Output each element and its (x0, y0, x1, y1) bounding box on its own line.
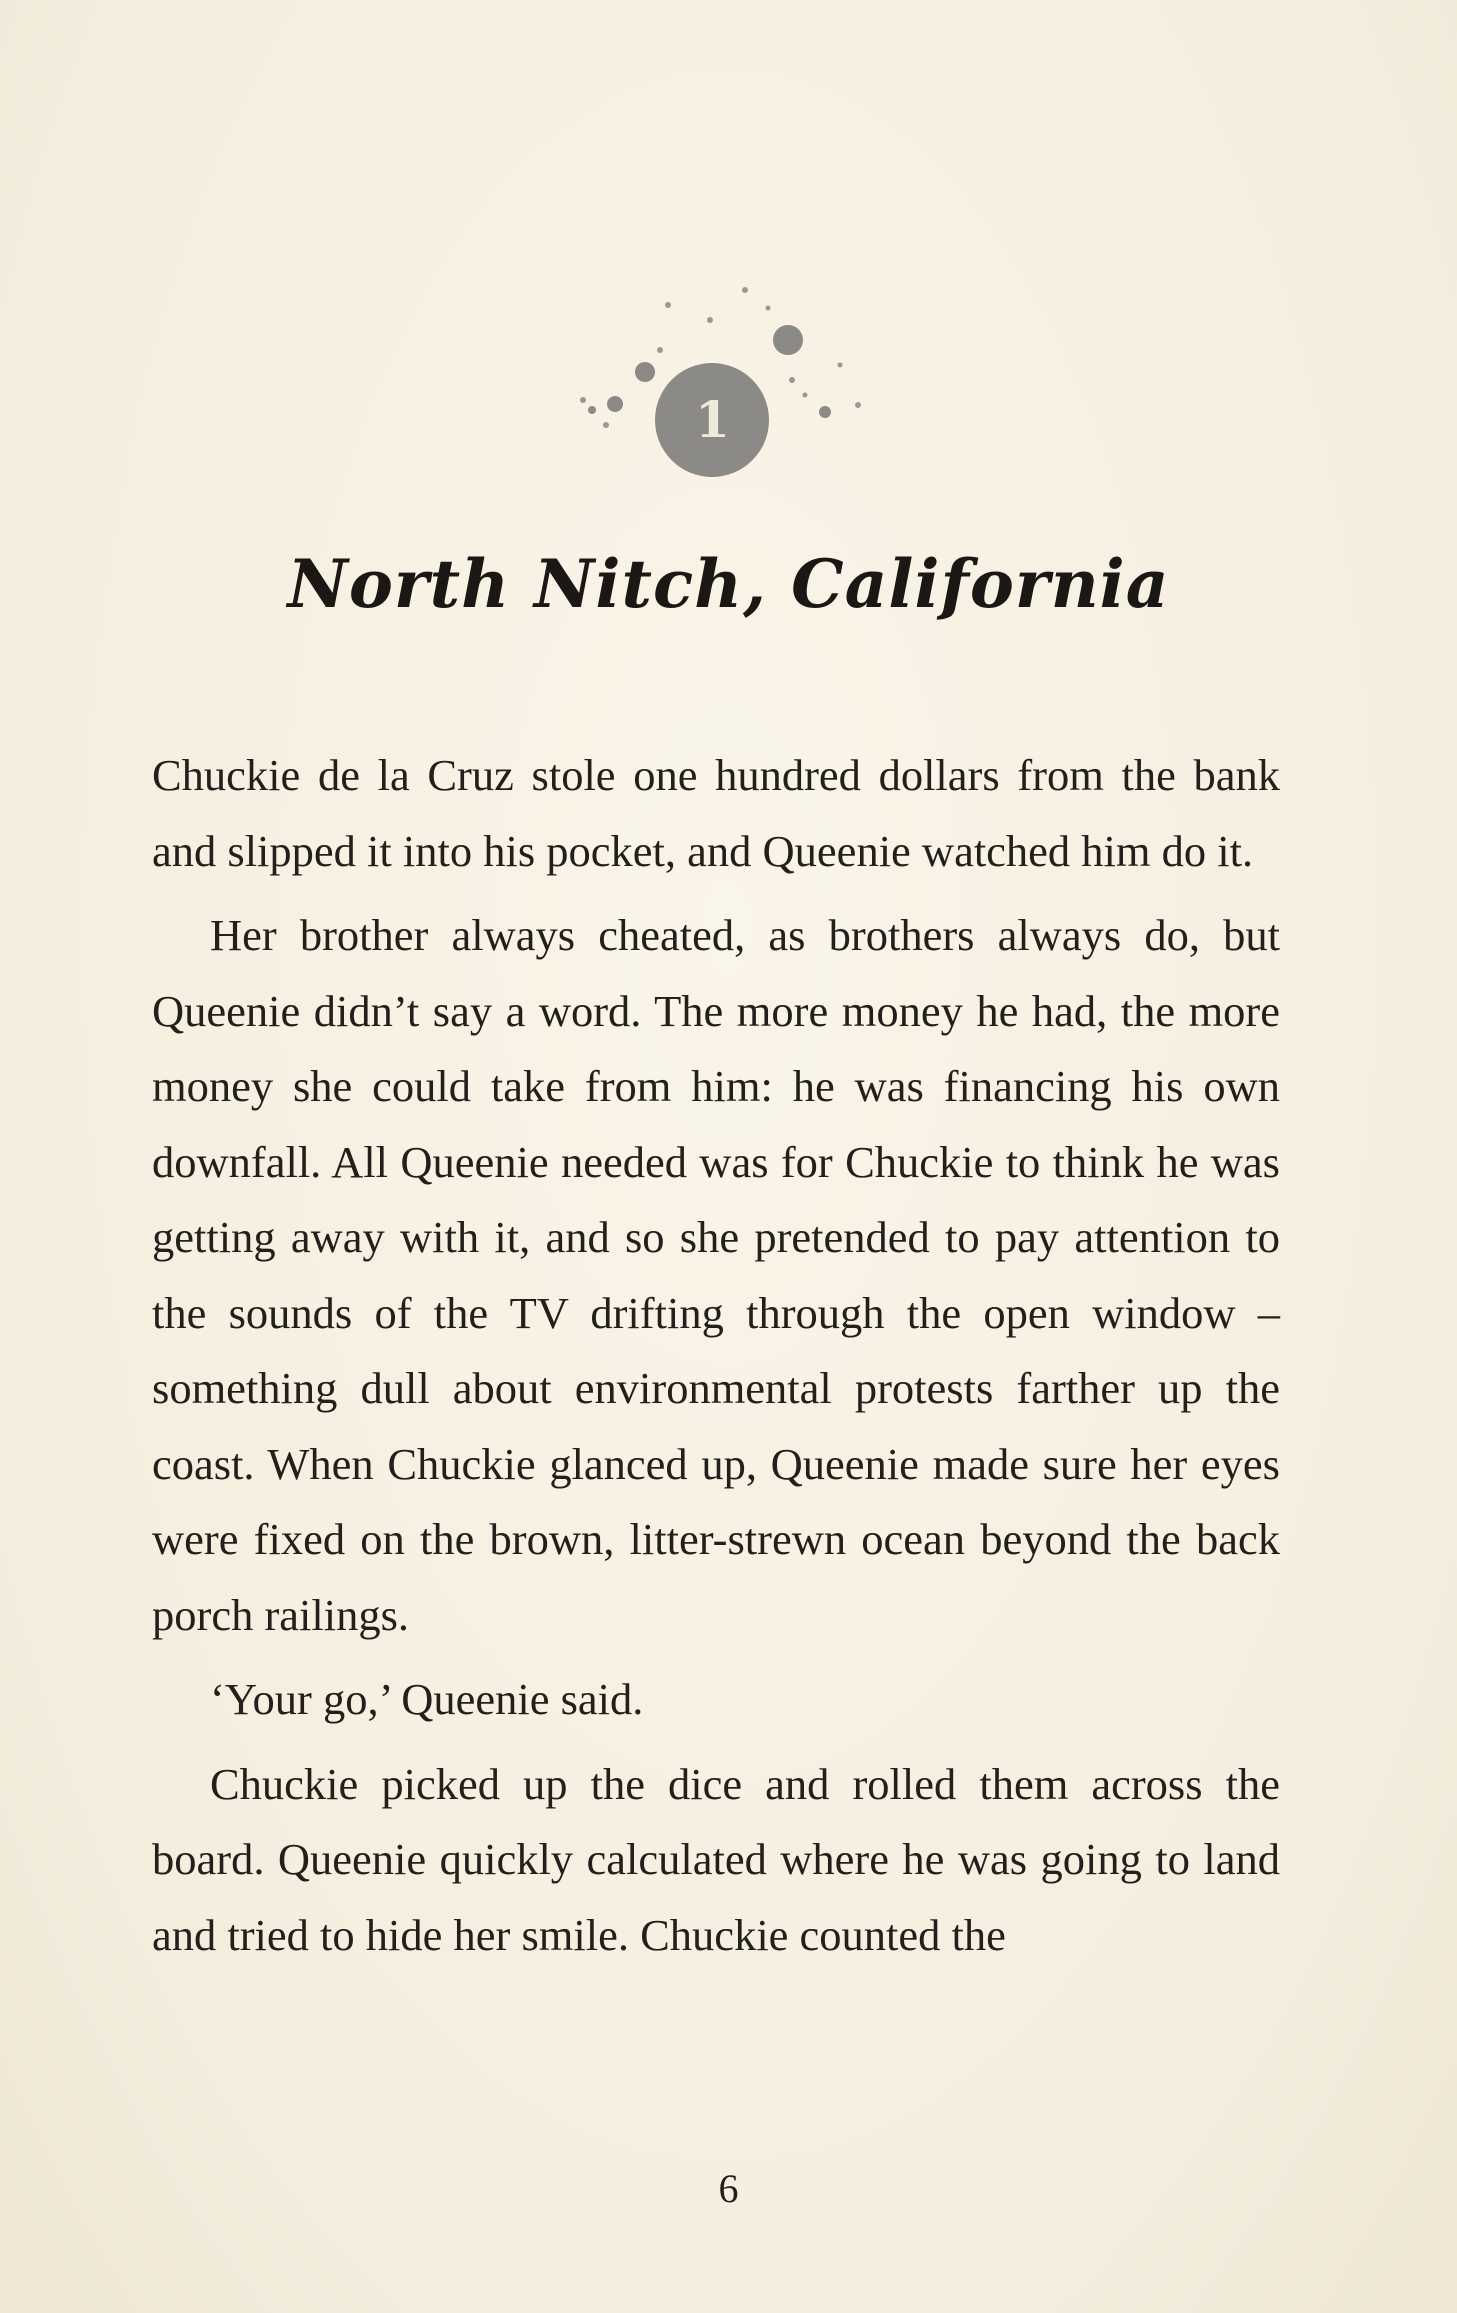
page-number: 6 (718, 2166, 739, 2211)
paragraph: Her brother always cheated, as brothers always do, but Queenie didn’t say a word. The more money he had, the more money she could take from him: he was financing his own downfall. All Queenie needed was for Chuckie to think he was getting away with it, and so she pretended to pay attention to the sounds of the TV drifting through the open window – something dull about environmental protests farther up the coast. When Chuckie glanced up, Queenie made sure her eyes were fixed on the brown, litter-strewn ocean beyond the back porch railings. (152, 910, 1280, 1640)
chapter-title: North Nitch, California (287, 545, 1170, 623)
paragraph: Chuckie picked up the dice and rolled them across the board. Queenie quickly calculated where he was going to land and tried to hide her smile. Chuckie counted the (152, 1758, 1280, 1960)
chapter-number: 1 (695, 390, 730, 449)
paragraph: ‘Your go,’ Queenie said. (210, 1674, 644, 1724)
paragraph: Chuckie de la Cruz stole one hundred dollars from the bank and slipped it into his pocket, and Queenie watched him do it. (152, 750, 1280, 876)
chapter-body (152, 738, 1280, 1982)
